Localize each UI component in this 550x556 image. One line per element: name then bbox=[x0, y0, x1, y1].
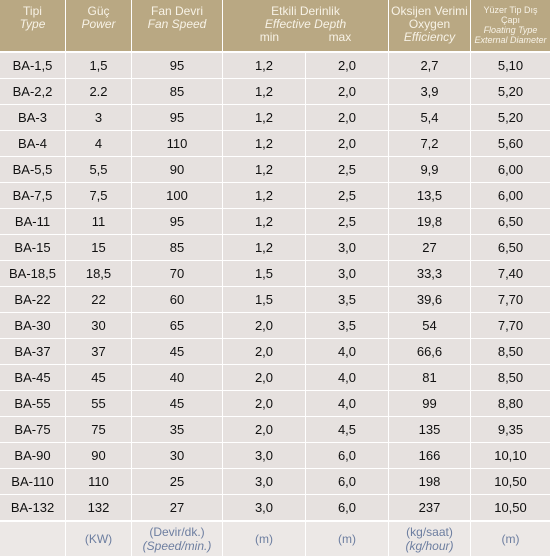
cell-depth-max: 2,5 bbox=[306, 156, 389, 182]
cell-depth-max: 3,0 bbox=[306, 234, 389, 260]
cell-power: 45 bbox=[66, 364, 132, 390]
cell-oxygen: 33,3 bbox=[389, 260, 471, 286]
table-row bbox=[0, 338, 550, 364]
cell-type: BA-5,5 bbox=[0, 156, 66, 182]
unit-depth-min: (m) bbox=[223, 520, 306, 556]
cell-depth-min: 1,5 bbox=[223, 260, 306, 286]
cell-power: 90 bbox=[66, 442, 132, 468]
cell-depth-max: 4,0 bbox=[306, 364, 389, 390]
cell-type: BA-37 bbox=[0, 338, 66, 364]
cell-depth-min: 1,2 bbox=[223, 130, 306, 156]
table-row bbox=[0, 104, 550, 130]
header-depth-min: min bbox=[259, 30, 280, 44]
table-row bbox=[0, 286, 550, 312]
table-row bbox=[0, 156, 550, 182]
unit-power: (KW) bbox=[66, 520, 132, 556]
cell-type: BA-2,2 bbox=[0, 78, 66, 104]
cell-type: BA-4 bbox=[0, 130, 66, 156]
cell-depth-min: 3,0 bbox=[223, 442, 306, 468]
cell-fan-speed: 100 bbox=[132, 182, 223, 208]
cell-float-diameter: 10,50 bbox=[471, 468, 550, 494]
cell-fan-speed: 40 bbox=[132, 364, 223, 390]
cell-depth-min: 1,2 bbox=[223, 234, 306, 260]
cell-oxygen: 99 bbox=[389, 390, 471, 416]
cell-depth-max: 6,0 bbox=[306, 468, 389, 494]
cell-depth-max: 6,0 bbox=[306, 442, 389, 468]
cell-power: 110 bbox=[66, 468, 132, 494]
table-row bbox=[0, 442, 550, 468]
cell-float-diameter: 5,10 bbox=[471, 51, 550, 78]
header-oxygen-en1: Oxygen bbox=[408, 17, 451, 31]
cell-oxygen: 19,8 bbox=[389, 208, 471, 234]
cell-depth-max: 4,0 bbox=[306, 338, 389, 364]
cell-fan-speed: 95 bbox=[132, 104, 223, 130]
cell-oxygen: 237 bbox=[389, 494, 471, 520]
cell-depth-max: 2,5 bbox=[306, 208, 389, 234]
header-float-en2: External Diameter bbox=[474, 35, 547, 45]
cell-depth-max: 4,5 bbox=[306, 416, 389, 442]
header-depth-en: Effective Depth bbox=[264, 17, 347, 31]
cell-fan-speed: 110 bbox=[132, 130, 223, 156]
header-oxygen-en2: Efficiency bbox=[403, 30, 456, 44]
cell-oxygen: 13,5 bbox=[389, 182, 471, 208]
cell-float-diameter: 7,70 bbox=[471, 286, 550, 312]
unit-depth-max: (m) bbox=[306, 520, 389, 556]
cell-depth-min: 3,0 bbox=[223, 468, 306, 494]
cell-type: BA-22 bbox=[0, 286, 66, 312]
table-row bbox=[0, 364, 550, 390]
unit-fan-tr: (Devir/dk.) bbox=[149, 525, 205, 539]
cell-power: 30 bbox=[66, 312, 132, 338]
units-row bbox=[0, 520, 550, 556]
unit-fan-speed bbox=[132, 520, 223, 556]
cell-fan-speed: 70 bbox=[132, 260, 223, 286]
header-float-tr1: Yüzer Tip Dış bbox=[483, 5, 538, 15]
cell-type: BA-11 bbox=[0, 208, 66, 234]
cell-power: 2.2 bbox=[66, 78, 132, 104]
header-power bbox=[66, 0, 132, 51]
header-type-en: Type bbox=[19, 17, 46, 31]
cell-oxygen: 81 bbox=[389, 364, 471, 390]
cell-power: 5,5 bbox=[66, 156, 132, 182]
cell-depth-max: 3,0 bbox=[306, 260, 389, 286]
table-row bbox=[0, 416, 550, 442]
unit-oxygen-tr: (kg/saat) bbox=[406, 525, 453, 539]
cell-power: 11 bbox=[66, 208, 132, 234]
table-row bbox=[0, 468, 550, 494]
cell-type: BA-3 bbox=[0, 104, 66, 130]
cell-depth-min: 1,2 bbox=[223, 156, 306, 182]
cell-fan-speed: 85 bbox=[132, 234, 223, 260]
header-float-en1: Floating Type bbox=[483, 25, 538, 35]
cell-power: 37 bbox=[66, 338, 132, 364]
cell-type: BA-45 bbox=[0, 364, 66, 390]
cell-depth-max: 3,5 bbox=[306, 286, 389, 312]
unit-type bbox=[0, 520, 66, 556]
cell-oxygen: 27 bbox=[389, 234, 471, 260]
header-depth-tr: Etkili Derinlik bbox=[271, 4, 340, 18]
cell-depth-min: 2,0 bbox=[223, 338, 306, 364]
cell-depth-max: 3,5 bbox=[306, 312, 389, 338]
cell-type: BA-30 bbox=[0, 312, 66, 338]
cell-fan-speed: 65 bbox=[132, 312, 223, 338]
cell-power: 4 bbox=[66, 130, 132, 156]
table-body bbox=[0, 51, 550, 520]
cell-float-diameter: 6,00 bbox=[471, 156, 550, 182]
header-power-tr: Güç bbox=[87, 4, 110, 18]
cell-type: BA-132 bbox=[0, 494, 66, 520]
cell-type: BA-1,5 bbox=[0, 51, 66, 78]
cell-oxygen: 5,4 bbox=[389, 104, 471, 130]
cell-oxygen: 2,7 bbox=[389, 51, 471, 78]
cell-type: BA-75 bbox=[0, 416, 66, 442]
header-effective-depth bbox=[223, 0, 389, 51]
header-fan-speed bbox=[132, 0, 223, 51]
cell-depth-min: 1,2 bbox=[223, 104, 306, 130]
cell-oxygen: 66,6 bbox=[389, 338, 471, 364]
cell-float-diameter: 7,70 bbox=[471, 312, 550, 338]
cell-fan-speed: 95 bbox=[132, 51, 223, 78]
cell-float-diameter: 6,50 bbox=[471, 234, 550, 260]
unit-oxygen-en: (kg/hour) bbox=[405, 539, 454, 553]
table-row bbox=[0, 234, 550, 260]
cell-power: 7,5 bbox=[66, 182, 132, 208]
cell-fan-speed: 45 bbox=[132, 338, 223, 364]
cell-depth-min: 2,0 bbox=[223, 390, 306, 416]
cell-depth-min: 2,0 bbox=[223, 364, 306, 390]
cell-type: BA-90 bbox=[0, 442, 66, 468]
cell-oxygen: 135 bbox=[389, 416, 471, 442]
cell-power: 132 bbox=[66, 494, 132, 520]
cell-fan-speed: 35 bbox=[132, 416, 223, 442]
cell-fan-speed: 25 bbox=[132, 468, 223, 494]
table-row bbox=[0, 130, 550, 156]
header-power-en: Power bbox=[81, 17, 116, 31]
cell-power: 3 bbox=[66, 104, 132, 130]
cell-float-diameter: 5,60 bbox=[471, 130, 550, 156]
cell-power: 22 bbox=[66, 286, 132, 312]
cell-oxygen: 166 bbox=[389, 442, 471, 468]
cell-depth-max: 4,0 bbox=[306, 390, 389, 416]
cell-type: BA-18,5 bbox=[0, 260, 66, 286]
header-oxygen bbox=[389, 0, 471, 51]
header-depth-range bbox=[225, 31, 386, 44]
header-fan-tr: Fan Devri bbox=[150, 4, 203, 18]
cell-oxygen: 198 bbox=[389, 468, 471, 494]
table-row bbox=[0, 78, 550, 104]
cell-power: 15 bbox=[66, 234, 132, 260]
table-row bbox=[0, 260, 550, 286]
table-row bbox=[0, 390, 550, 416]
cell-depth-max: 2,0 bbox=[306, 104, 389, 130]
cell-type: BA-110 bbox=[0, 468, 66, 494]
cell-float-diameter: 10,10 bbox=[471, 442, 550, 468]
cell-fan-speed: 45 bbox=[132, 390, 223, 416]
cell-fan-speed: 95 bbox=[132, 208, 223, 234]
cell-fan-speed: 60 bbox=[132, 286, 223, 312]
table-row bbox=[0, 494, 550, 520]
cell-float-diameter: 9,35 bbox=[471, 416, 550, 442]
header-type-tr: Tipi bbox=[23, 4, 42, 18]
cell-depth-max: 2,0 bbox=[306, 51, 389, 78]
cell-depth-max: 2,0 bbox=[306, 130, 389, 156]
unit-fan-en: (Speed/min.) bbox=[142, 539, 212, 553]
table-row bbox=[0, 51, 550, 78]
cell-depth-min: 3,0 bbox=[223, 494, 306, 520]
cell-fan-speed: 90 bbox=[132, 156, 223, 182]
cell-float-diameter: 5,20 bbox=[471, 104, 550, 130]
cell-depth-min: 1,2 bbox=[223, 182, 306, 208]
cell-depth-min: 1,2 bbox=[223, 51, 306, 78]
header-float-diameter bbox=[471, 0, 550, 51]
header-fan-en: Fan Speed bbox=[147, 17, 207, 31]
cell-oxygen: 39,6 bbox=[389, 286, 471, 312]
cell-float-diameter: 8,50 bbox=[471, 364, 550, 390]
header-float-tr2: Çapı bbox=[500, 15, 520, 25]
cell-fan-speed: 27 bbox=[132, 494, 223, 520]
cell-type: BA-15 bbox=[0, 234, 66, 260]
table-row bbox=[0, 312, 550, 338]
cell-type: BA-7,5 bbox=[0, 182, 66, 208]
cell-depth-min: 1,5 bbox=[223, 286, 306, 312]
cell-oxygen: 54 bbox=[389, 312, 471, 338]
cell-power: 18,5 bbox=[66, 260, 132, 286]
cell-power: 55 bbox=[66, 390, 132, 416]
header-depth-max: max bbox=[328, 30, 352, 44]
cell-depth-min: 1,2 bbox=[223, 78, 306, 104]
cell-fan-speed: 85 bbox=[132, 78, 223, 104]
cell-depth-max: 2,5 bbox=[306, 182, 389, 208]
table-header bbox=[0, 0, 550, 51]
cell-fan-speed: 30 bbox=[132, 442, 223, 468]
table-row bbox=[0, 208, 550, 234]
cell-oxygen: 7,2 bbox=[389, 130, 471, 156]
cell-type: BA-55 bbox=[0, 390, 66, 416]
cell-power: 75 bbox=[66, 416, 132, 442]
cell-oxygen: 9,9 bbox=[389, 156, 471, 182]
cell-oxygen: 3,9 bbox=[389, 78, 471, 104]
header-oxygen-tr: Oksijen Verimi bbox=[391, 4, 468, 18]
cell-depth-max: 2,0 bbox=[306, 78, 389, 104]
cell-float-diameter: 7,40 bbox=[471, 260, 550, 286]
cell-depth-max: 6,0 bbox=[306, 494, 389, 520]
cell-float-diameter: 5,20 bbox=[471, 78, 550, 104]
header-type bbox=[0, 0, 66, 51]
cell-float-diameter: 8,50 bbox=[471, 338, 550, 364]
table-units-footer bbox=[0, 520, 550, 556]
cell-float-diameter: 6,00 bbox=[471, 182, 550, 208]
cell-depth-min: 2,0 bbox=[223, 416, 306, 442]
unit-oxygen bbox=[389, 520, 471, 556]
table-row bbox=[0, 182, 550, 208]
unit-float-diameter: (m) bbox=[471, 520, 550, 556]
cell-depth-min: 2,0 bbox=[223, 312, 306, 338]
cell-float-diameter: 8,80 bbox=[471, 390, 550, 416]
cell-float-diameter: 10,50 bbox=[471, 494, 550, 520]
cell-depth-min: 1,2 bbox=[223, 208, 306, 234]
header-row bbox=[0, 0, 550, 51]
cell-float-diameter: 6,50 bbox=[471, 208, 550, 234]
cell-power: 1,5 bbox=[66, 51, 132, 78]
